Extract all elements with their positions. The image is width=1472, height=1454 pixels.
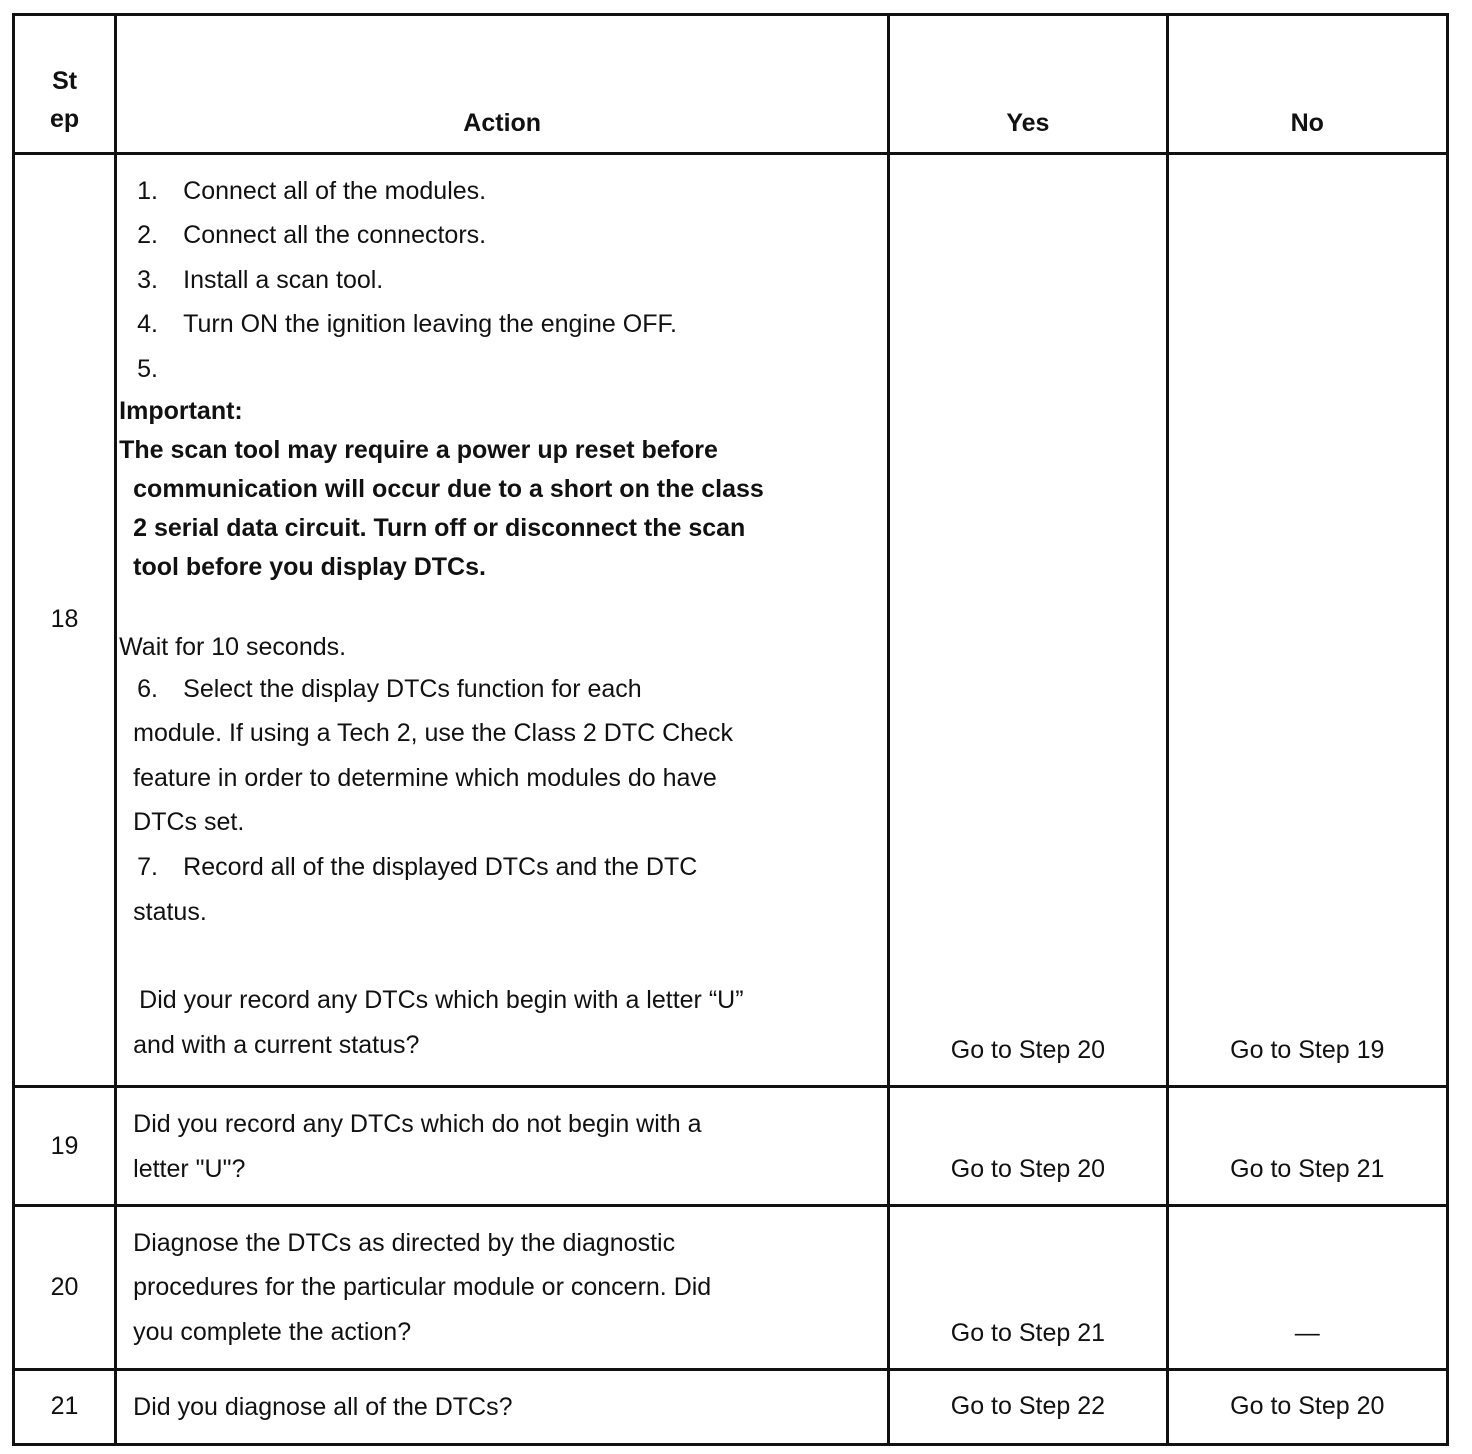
- important-text: 2 serial data circuit. Turn off or disconnect the scan: [133, 513, 746, 542]
- header-step: [14, 15, 116, 154]
- yes-cell: Go to Step 21: [889, 1205, 1167, 1369]
- action-cell: [116, 1369, 889, 1444]
- no-cell: Go to Step 20: [1167, 1369, 1447, 1444]
- header-no: No: [1167, 15, 1447, 154]
- action-text: Did you diagnose all of the DTCs?: [133, 1392, 513, 1421]
- important-text: The scan tool may require a power up reset before: [119, 435, 718, 464]
- action-text: procedures for the particular module or concern. Did: [133, 1273, 712, 1302]
- no-cell: Go to Step 19: [1167, 153, 1447, 1087]
- list-item-continuation: module. If using a Tech 2, use the Class 2 DTC Check: [133, 719, 733, 748]
- step-number: 21: [14, 1369, 116, 1444]
- table-row-19: [14, 1087, 1448, 1206]
- step-number: 18: [14, 153, 116, 1087]
- list-item: 1. Connect all of the modules.: [137, 176, 487, 205]
- question-text: Did your record any DTCs which begin with a letter “U”: [139, 986, 744, 1015]
- list-item: 2. Connect all the connectors.: [137, 221, 487, 250]
- list-item: 4. Turn ON the ignition leaving the engine OFF.: [137, 310, 677, 339]
- step-number: 20: [14, 1205, 116, 1369]
- action-text: Did you record any DTCs which do not begin with a: [133, 1110, 702, 1139]
- yes-cell: Go to Step 22: [889, 1369, 1167, 1444]
- question-text: and with a current status?: [133, 1030, 420, 1059]
- table-row-18: [14, 153, 1448, 1087]
- no-cell: Go to Step 21: [1167, 1087, 1447, 1206]
- action-cell: [116, 1205, 889, 1369]
- diagnostic-table: [12, 13, 1449, 1446]
- list-item: 3. Install a scan tool.: [137, 265, 384, 294]
- yes-cell: Go to Step 20: [889, 1087, 1167, 1206]
- list-item-continuation: feature in order to determine which modules do have: [133, 763, 717, 792]
- important-text: communication will occur due to a short on the class: [133, 474, 764, 503]
- table-row-20: [14, 1205, 1448, 1369]
- action-cell: [116, 1087, 889, 1206]
- action-text: letter "U"?: [133, 1154, 246, 1183]
- important-text: tool before you display DTCs.: [133, 552, 486, 581]
- action-text: you complete the action?: [133, 1318, 412, 1346]
- step-number: 19: [14, 1087, 116, 1206]
- header-step-line1: St: [52, 66, 78, 95]
- list-item: 7. Record all of the displayed DTCs and the DTC: [137, 853, 698, 882]
- list-item: 5.: [137, 355, 158, 384]
- no-cell: —: [1167, 1205, 1447, 1369]
- list-item-continuation: DTCs set.: [133, 808, 245, 837]
- list-item: 6. Select the display DTCs function for each: [137, 674, 642, 703]
- list-item-continuation: status.: [133, 897, 207, 926]
- action-text: Diagnose the DTCs as directed by the diagnostic: [133, 1228, 676, 1257]
- table-row-21: [14, 1369, 1448, 1444]
- header-yes: Yes: [889, 15, 1167, 154]
- yes-cell: Go to Step 20: [889, 153, 1167, 1087]
- header-step-line2: ep: [49, 104, 80, 133]
- wait-text: Wait for 10 seconds.: [119, 632, 347, 661]
- header-row: [14, 15, 1448, 154]
- header-action: Action: [116, 15, 889, 154]
- action-cell: [116, 153, 889, 1087]
- important-label: Important:: [119, 396, 243, 425]
